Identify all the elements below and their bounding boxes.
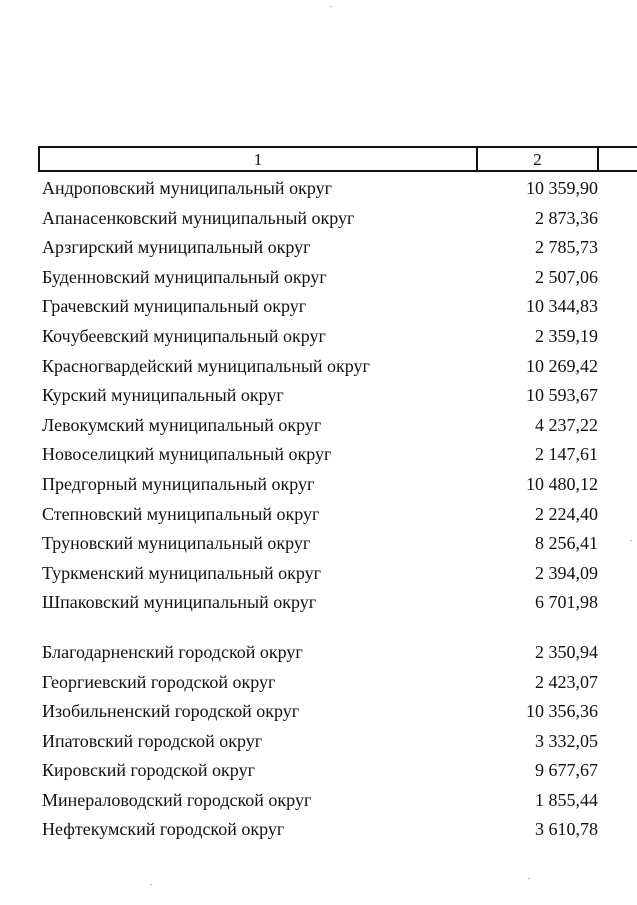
table-row [42, 668, 602, 698]
table-row [42, 559, 602, 589]
table-row [42, 697, 602, 727]
district-value: 9 677,67 [535, 760, 598, 781]
district-name: Андроповский муниципальный округ [42, 178, 332, 198]
table-row [42, 174, 602, 204]
district-name: Шпаковский муниципальный округ [42, 592, 317, 613]
table-row [42, 411, 602, 441]
district-value: 10 593,67 [526, 385, 598, 406]
district-name: Минераловодский городской округ [42, 789, 312, 810]
table-row [42, 263, 602, 293]
district-name: Нефтекумский городской округ [42, 819, 285, 840]
district-value: 10 269,42 [526, 355, 598, 376]
district-value: 2 423,07 [535, 671, 598, 692]
district-value: 2 350,94 [535, 641, 598, 662]
table-row [42, 756, 602, 786]
district-name: Кировский городской округ [42, 760, 255, 781]
district-name: Изобильненский городской округ [42, 701, 300, 722]
table-header [38, 146, 637, 172]
district-value: 2 359,19 [535, 325, 598, 346]
district-value: 2 224,40 [535, 503, 598, 524]
table-row [42, 529, 602, 559]
district-name: Кочубеевский муниципальный округ [42, 325, 326, 346]
table-row [42, 292, 602, 322]
district-value: 2 507,06 [535, 266, 598, 287]
municipal-districts-group [42, 174, 602, 618]
district-name: Благодарненский городской округ [42, 641, 303, 662]
district-name: Туркменский муниципальный округ [42, 562, 321, 583]
table-row [42, 233, 602, 263]
header-cell-2: 2 [478, 148, 599, 170]
district-name: Новоселицкий муниципальный округ [42, 444, 332, 465]
table-row [42, 815, 602, 845]
table-row [42, 470, 602, 500]
table-row [42, 638, 602, 668]
district-value: 1 855,44 [535, 789, 598, 810]
district-value: 6 701,98 [535, 592, 598, 613]
scan-speck [330, 6, 332, 7]
district-value: 10 344,83 [526, 296, 598, 317]
district-value: 2 873,36 [535, 207, 598, 228]
district-name: Буденновский муниципальный округ [42, 266, 327, 287]
district-name: Георгиевский городской округ [42, 671, 276, 692]
district-name: Предгорный муниципальный округ [42, 473, 315, 494]
table-row [42, 440, 602, 470]
table-row [42, 727, 602, 757]
scan-speck [630, 540, 632, 541]
district-value: 8 256,41 [535, 533, 598, 554]
district-name: Арзгирский муниципальный округ [42, 237, 311, 258]
table-row [42, 352, 602, 382]
district-name: Красногвардейский муниципальный округ [42, 355, 370, 376]
district-value: 10 359,90 [526, 178, 598, 198]
scan-speck [150, 884, 152, 885]
table-row [42, 588, 602, 618]
city-districts-group [42, 638, 602, 845]
table-row [42, 381, 602, 411]
district-name: Труновский муниципальный округ [42, 533, 311, 554]
district-name: Курский муниципальный округ [42, 385, 284, 406]
table-row [42, 786, 602, 816]
table-row [42, 500, 602, 530]
district-value: 2 394,09 [535, 562, 598, 583]
district-value: 3 610,78 [535, 819, 598, 840]
district-name: Ипатовский городской округ [42, 730, 263, 751]
table-body [42, 174, 602, 845]
district-value: 2 785,73 [535, 237, 598, 258]
district-value: 2 147,61 [535, 444, 598, 465]
district-value: 10 356,36 [526, 701, 598, 722]
scan-speck [528, 878, 530, 879]
district-name: Апанасенковский муниципальный округ [42, 207, 355, 228]
table-row [42, 204, 602, 234]
district-name: Степновский муниципальный округ [42, 503, 320, 524]
district-value: 10 480,12 [526, 473, 598, 494]
district-value: 4 237,22 [535, 414, 598, 435]
district-name: Грачевский муниципальный округ [42, 296, 307, 317]
district-value: 3 332,05 [535, 730, 598, 751]
header-cell-1: 1 [40, 148, 478, 170]
table-row [42, 322, 602, 352]
district-name: Левокумский муниципальный округ [42, 414, 322, 435]
